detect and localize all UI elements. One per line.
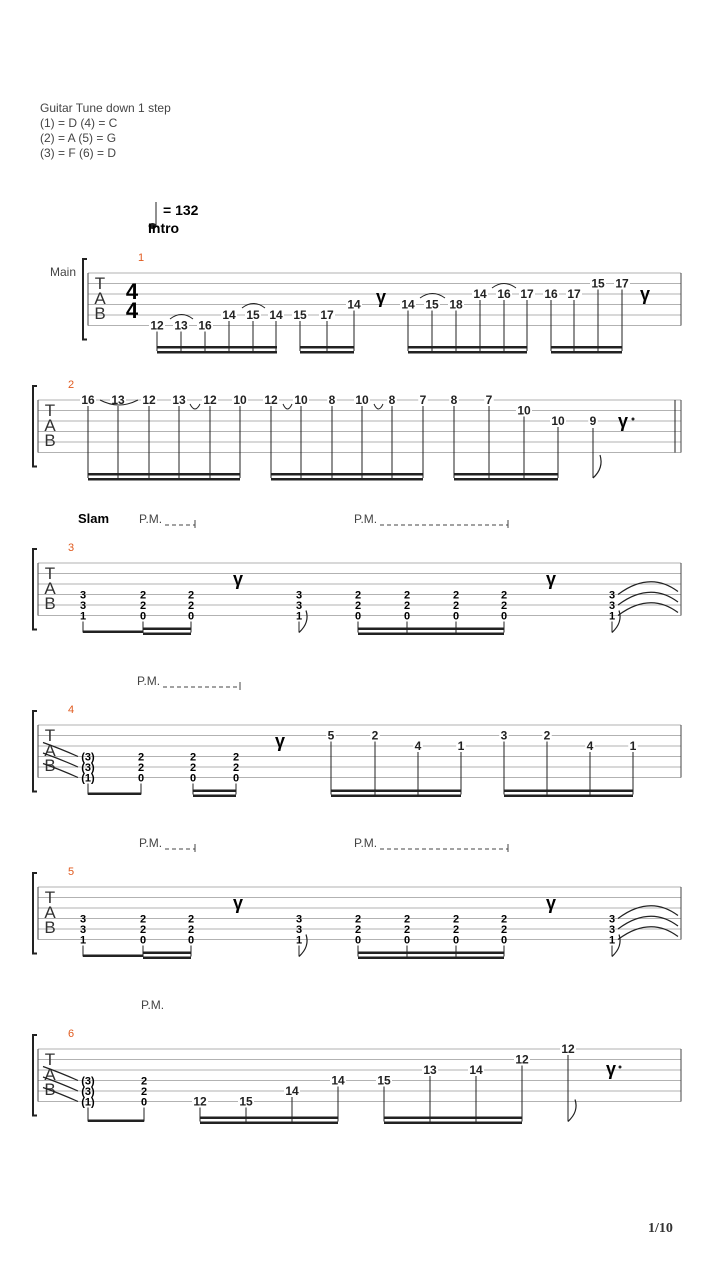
eighth-rest: γ	[275, 731, 286, 751]
system-bracket	[33, 549, 37, 630]
fret-number: 12	[561, 1042, 575, 1056]
measure-number: 3	[68, 542, 75, 554]
chord-fret: 2	[500, 589, 508, 602]
palm-mute-label: P.M.	[139, 512, 163, 526]
fret-number: 15	[293, 308, 307, 322]
fret-number: 8	[328, 393, 336, 407]
fret-number: 14	[285, 1084, 299, 1098]
chord-fret: 2	[452, 913, 460, 926]
fret-number: 16	[81, 393, 95, 407]
tempo-marking	[148, 202, 199, 236]
chord-fret: 2	[189, 751, 197, 764]
chord-fret: 1	[79, 610, 87, 623]
fret-number: 12	[264, 393, 278, 407]
eighth-rest: γ	[233, 569, 244, 589]
chord-fret: 3	[295, 924, 303, 936]
section-label-intro: Intro	[148, 220, 180, 236]
palm-mute-label: P.M.	[354, 836, 378, 850]
fret-number: 13	[111, 393, 125, 407]
tab-clef-letter: A	[94, 289, 106, 308]
beam	[88, 478, 240, 481]
track-name: Main	[50, 265, 77, 279]
fret-number: 13	[174, 318, 188, 333]
eighth-rest: γ	[618, 411, 629, 431]
fret-number: 7	[419, 393, 427, 407]
tuning-line-3: (3) = F (6) = D	[40, 146, 117, 160]
tab-clef-letter: A	[44, 1065, 56, 1084]
beam	[143, 633, 191, 636]
beam	[408, 346, 527, 349]
chord-fret: 3	[79, 600, 87, 612]
fret-number: 10	[551, 414, 565, 428]
chord-fret: 2	[500, 924, 508, 936]
system-bracket	[33, 386, 37, 467]
section-label-slam: Slam	[78, 511, 110, 526]
tab-clef-letter: B	[44, 594, 56, 613]
measure-number: 1	[138, 252, 145, 264]
chord-fret: 2	[187, 913, 195, 926]
chord-fret: (3)	[81, 1086, 95, 1098]
fret-number: 12	[150, 318, 164, 333]
beam	[358, 957, 504, 960]
chord-fret: 0	[500, 934, 508, 947]
chord-fret: 0	[187, 934, 195, 947]
measure-number: 5	[68, 866, 75, 878]
chord-fret: 1	[608, 610, 616, 623]
measure-6	[43, 998, 622, 1124]
beam	[83, 955, 143, 958]
beam	[157, 346, 277, 349]
chord-fret: 0	[187, 610, 195, 623]
chord-fret: 2	[187, 600, 195, 612]
tie	[283, 404, 292, 409]
fret-number: 12	[142, 393, 156, 407]
chord-fret: 3	[608, 913, 616, 926]
system-bracket	[33, 873, 37, 954]
system-bracket	[33, 1035, 37, 1116]
chord-fret: 0	[139, 610, 147, 623]
fret-number: 10	[233, 393, 247, 407]
tab-clef-letter: A	[44, 741, 56, 760]
chord-fret: (3)	[81, 751, 95, 764]
chord-fret: 0	[452, 934, 460, 947]
tab-clef-letter: A	[44, 579, 56, 598]
dot	[619, 1066, 622, 1069]
chord-fret: 2	[403, 913, 411, 926]
fret-number: 15	[591, 276, 605, 291]
measure-number: 6	[68, 1028, 75, 1040]
fret-number: 4	[414, 739, 422, 753]
chord-fret: 3	[608, 600, 616, 612]
chord-fret: 2	[139, 589, 147, 602]
tab-clef-letter: B	[44, 431, 56, 450]
tab-clef-letter: A	[44, 903, 56, 922]
tab-system-4	[33, 704, 681, 792]
tab-clef-letter: T	[94, 274, 106, 293]
beam	[200, 1122, 338, 1125]
chord-fret: 1	[79, 934, 87, 947]
chord-fret: 2	[452, 600, 460, 612]
chord-fret: (3)	[81, 762, 95, 774]
measure-number: 2	[68, 379, 75, 391]
chord-fret: 0	[403, 610, 411, 623]
chord-fret: 0	[354, 934, 362, 947]
fret-number: 8	[450, 393, 458, 407]
chord-fret: 2	[139, 600, 147, 612]
beam	[300, 351, 354, 354]
fret-number: 12	[515, 1052, 529, 1067]
chord-fret: 3	[79, 589, 87, 602]
system-bracket	[33, 711, 37, 792]
time-sig-top: 4	[125, 279, 139, 304]
fret-number: 9	[589, 414, 597, 428]
tab-clef-letter: A	[44, 416, 56, 435]
fret-number: 17	[615, 276, 629, 291]
beam	[358, 628, 504, 631]
time-sig-bottom: 4	[125, 298, 139, 323]
beam	[358, 952, 504, 955]
beam	[454, 478, 558, 481]
beam	[88, 1120, 144, 1123]
tuning-line-2: (2) = A (5) = G	[40, 131, 117, 145]
beam	[504, 790, 633, 793]
tab-clef-letter: B	[44, 756, 56, 775]
fret-number: 12	[203, 393, 217, 407]
beam	[300, 346, 354, 349]
chord-fret: (3)	[81, 1075, 95, 1088]
fret-number: 17	[320, 308, 334, 322]
systems	[33, 252, 681, 1124]
tempo-value: = 132	[163, 202, 199, 218]
tab-system-6	[33, 1028, 681, 1116]
beam	[83, 631, 143, 634]
fret-number: 14	[401, 297, 415, 312]
chord-fret: 2	[354, 600, 362, 612]
fret-number: 8	[388, 393, 396, 407]
tab-clef-letter: T	[44, 726, 56, 745]
chord-fret: 2	[403, 600, 411, 612]
palm-mute-label: P.M.	[141, 998, 165, 1012]
beam	[143, 628, 191, 631]
beam	[200, 1117, 338, 1120]
tab-clef-letter: T	[44, 1050, 56, 1069]
fret-number: 16	[497, 287, 511, 301]
beam	[143, 952, 191, 955]
eighth-rest: γ	[376, 287, 387, 307]
eighth-rest: γ	[640, 284, 651, 304]
chord-fret: 0	[232, 772, 240, 785]
fret-number: 15	[239, 1094, 253, 1109]
fret-number: 14	[331, 1073, 345, 1088]
measure-2	[80, 393, 675, 481]
chord-fret: 2	[354, 589, 362, 602]
fret-number: 16	[544, 287, 558, 301]
fret-number: 18	[449, 297, 463, 312]
chord-fret: 0	[354, 610, 362, 623]
palm-mute-label: P.M.	[354, 512, 378, 526]
chord-fret: 0	[140, 1096, 148, 1109]
eighth-rest: γ	[546, 569, 557, 589]
chord-fret: 2	[354, 924, 362, 936]
fret-number: 17	[567, 287, 581, 301]
beam	[143, 957, 191, 960]
beam	[157, 351, 277, 354]
chord-fret: 0	[139, 934, 147, 947]
beam	[384, 1117, 522, 1120]
fret-number: 13	[423, 1063, 437, 1077]
page-number: 1/10	[648, 1221, 673, 1236]
beam	[271, 478, 423, 481]
beam	[551, 346, 622, 349]
chord-fret: 2	[187, 589, 195, 602]
beam	[193, 795, 236, 798]
chord-fret: (1)	[81, 772, 95, 785]
chord-fret: 3	[79, 924, 87, 936]
fret-number: 15	[246, 308, 260, 322]
chord-fret: 2	[137, 762, 145, 774]
beam	[504, 795, 633, 798]
tie	[374, 404, 383, 409]
beam	[88, 793, 141, 796]
chord-fret: 0	[403, 934, 411, 947]
eighth-rest: γ	[546, 893, 557, 913]
fret-number: 10	[294, 393, 308, 407]
chord-fret: 2	[232, 751, 240, 764]
dot	[632, 418, 635, 421]
tab-clef-letter: T	[44, 888, 56, 907]
chord-fret: 3	[295, 913, 303, 926]
chord-fret: 2	[187, 924, 195, 936]
chord-fret: 2	[139, 924, 147, 936]
chord-fret: 3	[295, 600, 303, 612]
chord-fret: 2	[403, 589, 411, 602]
fret-number: 3	[500, 728, 508, 743]
chord-fret: (1)	[81, 1096, 95, 1109]
fret-number: 5	[327, 728, 335, 743]
tuning-title: Guitar Tune down 1 step	[40, 101, 171, 115]
chord-fret: 1	[608, 934, 616, 947]
chord-fret: 0	[189, 772, 197, 785]
system-bracket	[83, 259, 87, 340]
chord-fret: 2	[452, 924, 460, 936]
fret-number: 14	[222, 308, 236, 322]
flag	[568, 1100, 576, 1122]
eighth-rest: γ	[606, 1059, 617, 1079]
fret-number: 17	[520, 287, 534, 301]
fret-number: 1	[457, 739, 465, 753]
chord-fret: 2	[452, 589, 460, 602]
fret-number: 10	[517, 403, 531, 418]
fret-number: 15	[377, 1073, 391, 1088]
fret-number: 14	[347, 297, 361, 312]
tab-clef-letter: B	[44, 918, 56, 937]
chord-fret: 0	[500, 610, 508, 623]
palm-mute-label: P.M.	[139, 836, 163, 850]
chord-fret: 2	[232, 762, 240, 774]
chord-fret: 3	[79, 913, 87, 926]
chord-fret: 1	[295, 934, 303, 947]
chord-fret: 3	[608, 589, 616, 602]
chord-fret: 3	[295, 589, 303, 602]
fret-number: 2	[543, 728, 551, 743]
tab-clef-letter: B	[44, 1080, 56, 1099]
chord-fret: 2	[140, 1075, 148, 1088]
tie	[190, 404, 200, 409]
beam	[331, 790, 461, 793]
beam	[88, 473, 240, 476]
tab-clef-letter: T	[44, 564, 56, 583]
palm-mute-label: P.M.	[137, 674, 161, 688]
eighth-rest: γ	[233, 893, 244, 913]
beam	[551, 351, 622, 354]
chord-fret: 0	[137, 772, 145, 785]
beam	[331, 795, 461, 798]
chord-fret: 2	[354, 913, 362, 926]
fret-number: 14	[473, 287, 487, 301]
measure-number: 4	[68, 704, 75, 716]
tab-clef-letter: B	[94, 304, 106, 323]
fret-number: 2	[371, 728, 379, 743]
flag	[593, 455, 601, 478]
fret-number: 16	[198, 318, 212, 333]
chord-fret: 2	[403, 924, 411, 936]
chord-fret: 0	[452, 610, 460, 623]
fret-number: 12	[193, 1094, 207, 1109]
fret-number: 7	[485, 393, 493, 407]
fret-number: 4	[586, 739, 594, 753]
fret-number: 15	[425, 297, 439, 312]
chord-fret: 1	[295, 610, 303, 623]
beam	[271, 473, 423, 476]
tab-clef-letter: T	[44, 401, 56, 420]
chord-fret: 2	[500, 600, 508, 612]
chord-fret: 2	[500, 913, 508, 926]
fret-number: 10	[355, 393, 369, 407]
chord-fret: 2	[189, 762, 197, 774]
tuning-line-1: (1) = D (4) = C	[40, 116, 118, 130]
chord-fret: 2	[139, 913, 147, 926]
fret-number: 14	[469, 1063, 483, 1077]
beam	[384, 1122, 522, 1125]
beam	[408, 351, 527, 354]
beam	[358, 633, 504, 636]
beam	[454, 473, 558, 476]
fret-number: 13	[172, 393, 186, 407]
fret-number: 14	[269, 308, 283, 322]
fret-number: 1	[629, 739, 637, 753]
chord-fret: 2	[140, 1086, 148, 1098]
chord-fret: 2	[137, 751, 145, 764]
chord-fret: 3	[608, 924, 616, 936]
beam	[193, 790, 236, 793]
